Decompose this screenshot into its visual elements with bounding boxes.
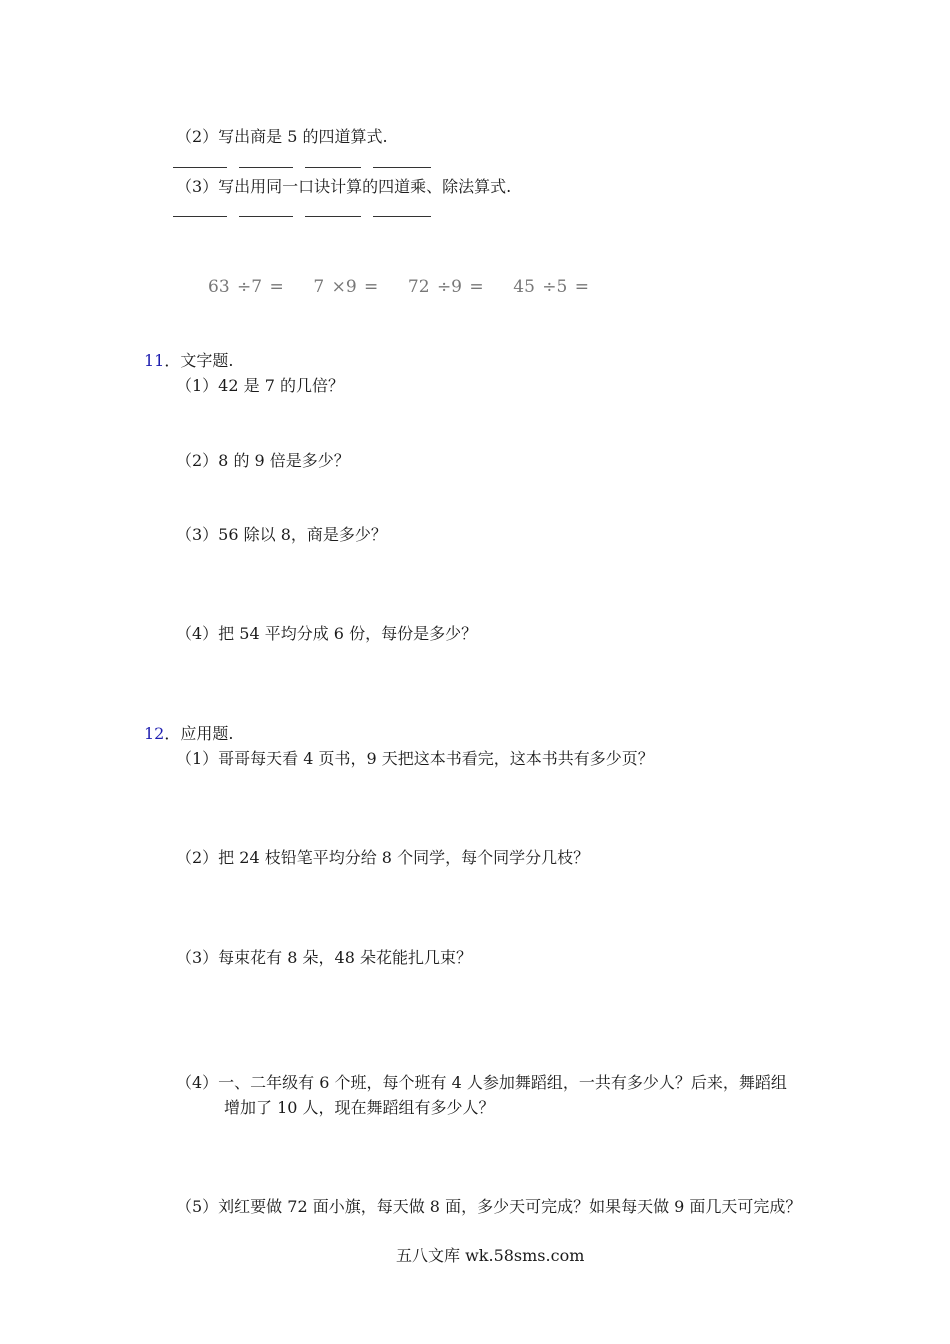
calculation-row: 63 ÷7 = 7 ×9 = 72 ÷9 = 45 ÷5 = bbox=[208, 277, 590, 297]
item-2-quotient-five: （2）写出商是 5 的四道算式. bbox=[176, 127, 388, 146]
answer-blank[interactable] bbox=[373, 216, 431, 217]
q11-item-1: （1）42 是 7 的几倍？ bbox=[176, 376, 344, 395]
q12-item-3: （3）每束花有 8 朵，48 朵花能扎几束？ bbox=[176, 948, 472, 967]
answer-blanks-row-1 bbox=[173, 167, 431, 168]
answer-blanks-row-2 bbox=[173, 216, 431, 217]
question-number: 11 bbox=[144, 351, 165, 370]
answer-blank[interactable] bbox=[373, 167, 431, 168]
q12-item-5: （5）刘红要做 72 面小旗，每天做 8 面，多少天可完成？如果每天做 9 面几天可完成？ bbox=[176, 1197, 802, 1216]
question-12-heading bbox=[144, 726, 233, 742]
q11-item-2: （2）8 的 9 倍是多少？ bbox=[176, 451, 350, 470]
answer-blank[interactable] bbox=[173, 167, 227, 168]
item-3-same-rhyme: （3）写出用同一口诀计算的四道乘、除法算式. bbox=[176, 177, 512, 196]
q12-item-1: （1）哥哥每天看 4 页书，9 天把这本书看完，这本书共有多少页？ bbox=[176, 749, 654, 768]
q11-item-4: （4）把 54 平均分成 6 份，每份是多少？ bbox=[176, 624, 478, 643]
question-11-heading bbox=[144, 353, 233, 369]
answer-blank[interactable] bbox=[239, 216, 293, 217]
answer-blank[interactable] bbox=[305, 167, 361, 168]
q11-item-3: （3）56 除以 8，商是多少？ bbox=[176, 525, 387, 544]
answer-blank[interactable] bbox=[173, 216, 227, 217]
answer-blank[interactable] bbox=[239, 167, 293, 168]
q12-item-2: （2）把 24 枝铅笔平均分给 8 个同学，每个同学分几枝？ bbox=[176, 848, 590, 867]
page-footer-watermark: 五八文库 wk.58sms.com bbox=[396, 1246, 585, 1265]
answer-blank[interactable] bbox=[305, 216, 361, 217]
question-title: ．文字题. bbox=[164, 351, 234, 370]
question-number: 12 bbox=[144, 724, 165, 743]
q12-item-4-line-2: 增加了 10 人，现在舞蹈组有多少人？ bbox=[224, 1098, 495, 1117]
q12-item-4-line-1: （4）一、二年级有 6 个班，每个班有 4 人参加舞蹈组，一共有多少人？后来，舞蹈组 bbox=[176, 1073, 787, 1092]
question-title: ．应用题. bbox=[164, 724, 234, 743]
